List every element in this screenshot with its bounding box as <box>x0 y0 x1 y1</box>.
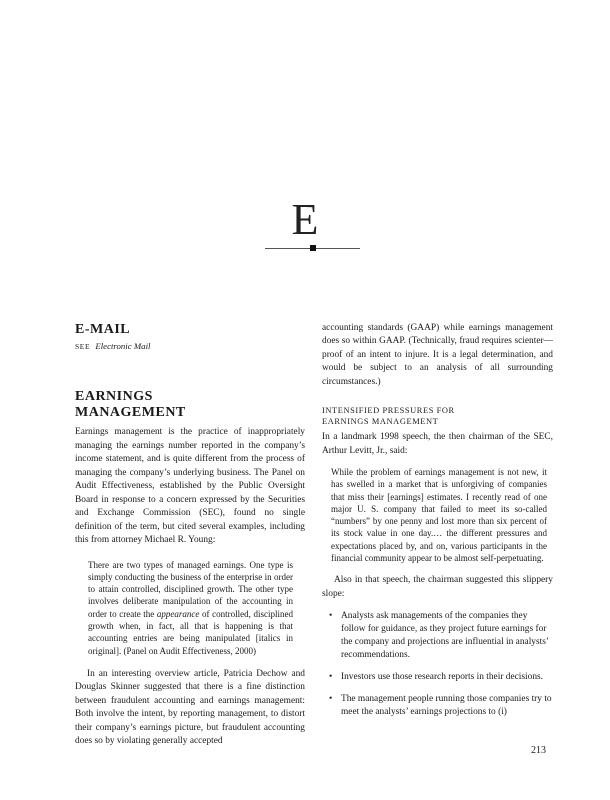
bullet-icon: • <box>329 611 333 622</box>
email-entry-title: E-MAIL <box>75 322 131 337</box>
young-block-quote <box>88 559 293 657</box>
left-column <box>75 322 305 749</box>
list-item <box>322 671 553 684</box>
bullet-icon: • <box>329 672 333 683</box>
quote-italic-word: appearance <box>156 608 200 619</box>
list-item-text: Analysts ask managements of the companies they follow for guidance, as they project future earnings for the company and projections are influential in analysts’ recommendations. <box>341 611 549 661</box>
section-letter: E <box>291 195 319 244</box>
list-item-text: Investors use those research reports in their decisions. <box>341 672 544 683</box>
subhead-line2: EARNINGS MANAGEMENT <box>322 417 439 427</box>
earnings-paragraph-continued: accounting standards (GAAP) while earnings management does so within GAAP. (Technically, fraud requires scienter—proof of an intent to injure. It is a legal determination, and would be subject to an analysis of all surrounding circumstances.) <box>322 323 553 387</box>
see-label: SEE <box>75 342 91 351</box>
levitt-lead-paragraph: In a landmark 1998 speech, the then chairman of the SEC, Arthur Levitt, Jr., said: <box>322 432 553 456</box>
earnings-intro-paragraph: Earnings management is the practice of inappropriately managing the earnings number reported in the company’s income statement, and is quite different from the process of managing the company’s underlying business. The Panel on Audit Effectiveness, established by the Public Oversight Board in response to a concern expressed by the Securities and Exchange Commission (SEC), found no single definition of the term, but cited several examples, including this from attorney Michael R. Young: <box>75 427 305 546</box>
list-item <box>322 693 553 719</box>
dechow-skinner-paragraph: In an interesting overview article, Patricia Dechow and Douglas Skinner suggested that there is a fine distinction between fraudulent accounting and earnings management: Both involve the intent, by reporting management, to distort their company’s earnings picture, but fraudulent accounting does so by violating generally accepted <box>75 668 305 747</box>
quote-text-after: of controlled, disciplined growth when, in fact, all that is happening is that accounting entries are being manipulated [italics in original]. (Panel on Audit Effectiveness, 2000) <box>88 608 293 656</box>
list-item <box>322 610 553 662</box>
slippery-slope-intro: Also in that speech, the chairman suggested this slippery slope: <box>322 575 553 599</box>
quote-text-before: There are two types of managed earnings. One type is simply conducting the business of the enterprise in order to attain controlled, disciplined growth. The other type involves deliberate manipulation of the accounting in order to create the <box>88 559 293 619</box>
email-see-reference <box>75 340 305 353</box>
earnings-entry-title <box>75 389 305 421</box>
see-target-link[interactable]: Electronic Mail <box>95 341 151 351</box>
earnings-title-line1: EARNINGS <box>75 389 153 405</box>
levitt-block-quote: While the problem of earnings management is not new, it has swelled in a market that is unforgiving of companies that miss their [earnings] estimates. I recently read of one major U. S. company that failed to meet its so-called “numbers” by one penny and lost more than six percent of its stock value in one day.… the different pressures and expectations placed by, and on, various participants in the financial community appear to be almost self-perpetuating. <box>331 467 547 563</box>
intensified-pressures-subhead <box>322 405 553 427</box>
right-column <box>322 322 553 728</box>
bullet-icon: • <box>329 694 333 705</box>
earnings-title-line2: MANAGEMENT <box>75 405 186 421</box>
subhead-line1: INTENSIFIED PRESSURES FOR <box>322 406 455 416</box>
rule-ornament <box>310 245 316 251</box>
list-item-text: The management people running those companies try to meet the analysts’ earnings projections to (i) <box>341 694 552 718</box>
slippery-slope-list <box>322 610 553 719</box>
page-number: 213 <box>531 745 546 756</box>
